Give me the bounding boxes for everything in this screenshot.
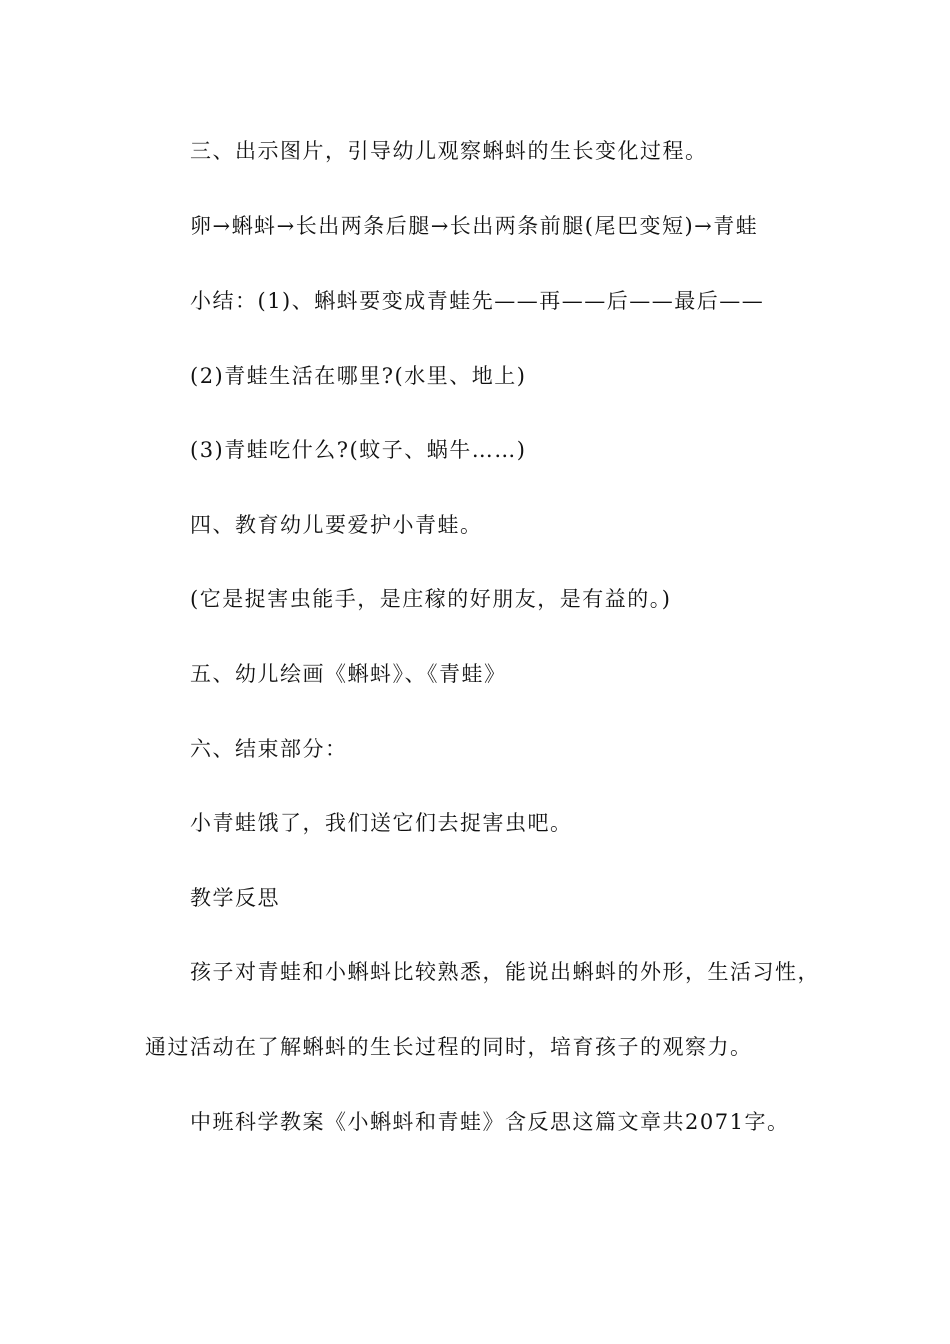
section-five-heading: 五、幼儿绘画《蝌蚪》、《青蛙》 (190, 662, 507, 686)
section-four-heading: 四、教育幼儿要爱护小青蛙。 (190, 513, 483, 537)
reflection-paragraph-line-1: 孩子对青蛙和小蝌蚪比较熟悉，能说出蝌蚪的外形，生活习性， (190, 960, 820, 984)
article-word-count: 中班科学教案《小蝌蚪和青蛙》含反思这篇文章共2071字。 (190, 1110, 790, 1134)
summary-item-3: (3)青蛙吃什么?(蚊子、蜗牛……) (190, 438, 527, 462)
section-six-text: 小青蛙饿了，我们送它们去捉害虫吧。 (190, 811, 573, 835)
summary-item-2: (2)青蛙生活在哪里?(水里、地上) (190, 364, 527, 388)
reflection-paragraph-line-2: 通过活动在了解蝌蚪的生长过程的同时，培育孩子的观察力。 (145, 1035, 753, 1059)
growth-sequence-text: 卵→蝌蚪→长出两条后腿→长出两条前腿(尾巴变短)→青蛙 (190, 214, 759, 238)
section-three-heading: 三、出示图片，引导幼儿观察蝌蚪的生长变化过程。 (190, 139, 708, 163)
reflection-heading: 教学反思 (190, 886, 280, 910)
section-four-note: (它是捉害虫能手，是庄稼的好朋友，是有益的。) (190, 587, 672, 611)
summary-item-1: 小结：(1)、蝌蚪要变成青蛙先——再——后——最后—— (190, 289, 765, 313)
section-six-heading: 六、结束部分： (190, 737, 348, 761)
